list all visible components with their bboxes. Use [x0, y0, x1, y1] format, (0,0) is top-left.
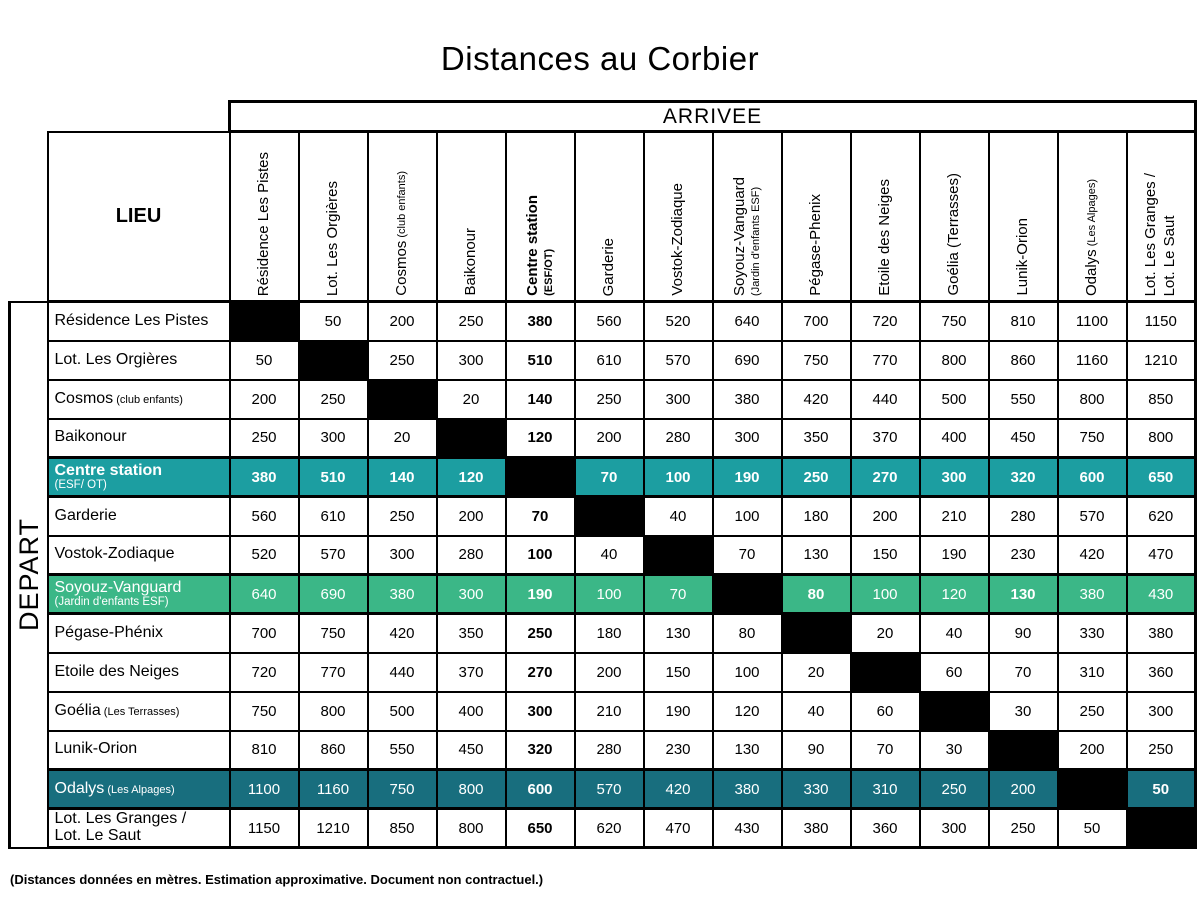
column-header: Garderie	[575, 132, 644, 302]
distance-cell: 560	[575, 302, 644, 341]
lieu-header: LIEU	[48, 132, 230, 302]
column-header: Cosmos (club enfants)	[368, 132, 437, 302]
distance-cell: 370	[437, 653, 506, 692]
distance-cell: 120	[437, 458, 506, 497]
distance-cell: 190	[920, 536, 989, 575]
diagonal-cell	[1127, 809, 1196, 848]
distance-cell: 250	[437, 302, 506, 341]
distance-cell: 210	[920, 497, 989, 536]
distance-cell: 90	[989, 614, 1058, 653]
table-row	[10, 653, 1196, 692]
distance-cell: 120	[713, 692, 782, 731]
diagonal-cell	[989, 731, 1058, 770]
distance-cell: 380	[230, 458, 299, 497]
distance-cell: 720	[230, 653, 299, 692]
distance-cell: 640	[230, 575, 299, 614]
diagonal-cell	[920, 692, 989, 731]
row-label: Goélia (Les Terrasses)	[48, 692, 230, 731]
distance-cell: 620	[1127, 497, 1196, 536]
distance-cell: 200	[437, 497, 506, 536]
diagonal-cell	[713, 575, 782, 614]
table-row	[10, 536, 1196, 575]
column-header: Etoile des Neiges	[851, 132, 920, 302]
distance-cell: 450	[989, 419, 1058, 458]
distance-cell: 200	[575, 653, 644, 692]
distance-cell: 310	[1058, 653, 1127, 692]
distance-cell: 800	[920, 341, 989, 380]
distance-cell: 200	[230, 380, 299, 419]
distance-cell: 640	[713, 302, 782, 341]
distance-cell: 100	[851, 575, 920, 614]
distance-cell: 280	[575, 731, 644, 770]
distance-cell: 190	[644, 692, 713, 731]
distance-cell: 100	[713, 653, 782, 692]
distance-cell: 130	[713, 731, 782, 770]
distance-cell: 1210	[299, 809, 368, 848]
diagonal-cell	[368, 380, 437, 419]
row-label: Baikonour	[48, 419, 230, 458]
distance-cell: 700	[782, 302, 851, 341]
distance-cell: 40	[644, 497, 713, 536]
distance-cell: 300	[920, 458, 989, 497]
distance-cell: 100	[644, 458, 713, 497]
distance-cell: 280	[644, 419, 713, 458]
column-header: Centre station (ESF/OT)	[506, 132, 575, 302]
distance-cell: 230	[644, 731, 713, 770]
distance-cell: 420	[644, 770, 713, 809]
distance-cell: 600	[506, 770, 575, 809]
arrivee-band	[10, 102, 1196, 132]
distance-cell: 1150	[1127, 302, 1196, 341]
distance-cell: 250	[506, 614, 575, 653]
distance-cell: 850	[368, 809, 437, 848]
distance-cell: 30	[920, 731, 989, 770]
column-header: Soyouz-Vanguard (Jardin d'enfants ESF)	[713, 132, 782, 302]
distance-cell: 1150	[230, 809, 299, 848]
distance-matrix-table	[8, 100, 1197, 849]
distance-cell: 360	[1127, 653, 1196, 692]
distance-cell: 550	[989, 380, 1058, 419]
distance-cell: 800	[299, 692, 368, 731]
distance-cell: 70	[713, 536, 782, 575]
distance-cell: 200	[851, 497, 920, 536]
distance-cell: 860	[299, 731, 368, 770]
distance-cell: 70	[506, 497, 575, 536]
column-header: Lot. Les Granges / Lot. Le Saut	[1127, 132, 1196, 302]
distance-cell: 300	[368, 536, 437, 575]
distance-cell: 100	[713, 497, 782, 536]
distance-cell: 60	[920, 653, 989, 692]
column-header: Odalys (Les Alpages)	[1058, 132, 1127, 302]
distance-cell: 250	[230, 419, 299, 458]
diagonal-cell	[575, 497, 644, 536]
table-row	[10, 809, 1196, 848]
distance-cell: 380	[1127, 614, 1196, 653]
distance-cell: 550	[368, 731, 437, 770]
distance-cell: 650	[1127, 458, 1196, 497]
column-header: Résidence Les Pistes	[230, 132, 299, 302]
distance-cell: 720	[851, 302, 920, 341]
row-label: Pégase-Phénix	[48, 614, 230, 653]
distance-cell: 250	[989, 809, 1058, 848]
distance-cell: 800	[437, 809, 506, 848]
distance-cell: 360	[851, 809, 920, 848]
distance-cell: 250	[299, 380, 368, 419]
distance-cell: 70	[989, 653, 1058, 692]
distance-cell: 180	[575, 614, 644, 653]
distance-cell: 20	[782, 653, 851, 692]
distance-cell: 200	[575, 419, 644, 458]
distance-cell: 250	[368, 497, 437, 536]
distance-cell: 300	[713, 419, 782, 458]
distance-cell: 270	[851, 458, 920, 497]
distance-cell: 860	[989, 341, 1058, 380]
distance-cell: 50	[299, 302, 368, 341]
distance-cell: 810	[989, 302, 1058, 341]
row-label: Centre station (ESF/ OT)	[48, 458, 230, 497]
distance-cell: 600	[1058, 458, 1127, 497]
column-header: Vostok-Zodiaque	[644, 132, 713, 302]
distance-cell: 50	[1127, 770, 1196, 809]
distance-cell: 570	[644, 341, 713, 380]
distance-cell: 310	[851, 770, 920, 809]
diagonal-cell	[230, 302, 299, 341]
distance-cell: 1160	[299, 770, 368, 809]
distance-cell: 690	[299, 575, 368, 614]
diagonal-cell	[437, 419, 506, 458]
distance-cell: 250	[368, 341, 437, 380]
distance-cell: 400	[920, 419, 989, 458]
distance-cell: 380	[368, 575, 437, 614]
distance-cell: 690	[713, 341, 782, 380]
distance-cell: 50	[1058, 809, 1127, 848]
distance-cell: 140	[506, 380, 575, 419]
distance-cell: 300	[437, 341, 506, 380]
distance-cell: 350	[437, 614, 506, 653]
distance-cell: 520	[644, 302, 713, 341]
diagonal-cell	[782, 614, 851, 653]
distance-cell: 250	[920, 770, 989, 809]
distance-cell: 250	[782, 458, 851, 497]
distance-cell: 750	[299, 614, 368, 653]
distance-cell: 470	[644, 809, 713, 848]
page-title: Distances au Corbier	[440, 40, 760, 77]
distance-cell: 120	[920, 575, 989, 614]
distance-cell: 1100	[1058, 302, 1127, 341]
distance-cell: 450	[437, 731, 506, 770]
distance-cell: 250	[1058, 692, 1127, 731]
distance-cell: 300	[1127, 692, 1196, 731]
distance-cell: 800	[1058, 380, 1127, 419]
row-label: Soyouz-Vanguard (Jardin d'enfants ESF)	[48, 575, 230, 614]
distance-cell: 200	[368, 302, 437, 341]
distance-cell: 70	[851, 731, 920, 770]
distance-cell: 1210	[1127, 341, 1196, 380]
diagonal-cell	[299, 341, 368, 380]
distance-cell: 20	[437, 380, 506, 419]
distance-cell: 380	[713, 380, 782, 419]
row-label: Lot. Les Orgières	[48, 341, 230, 380]
distance-cell: 380	[782, 809, 851, 848]
distance-cell: 850	[1127, 380, 1196, 419]
distance-cell: 430	[713, 809, 782, 848]
distance-cell: 770	[299, 653, 368, 692]
distance-cell: 40	[920, 614, 989, 653]
row-label: Odalys (Les Alpages)	[48, 770, 230, 809]
distance-cell: 300	[506, 692, 575, 731]
distance-cell: 60	[851, 692, 920, 731]
distance-cell: 270	[506, 653, 575, 692]
column-header: Goélia (Terrasses)	[920, 132, 989, 302]
distance-cell: 610	[575, 341, 644, 380]
row-label: Etoile des Neiges	[48, 653, 230, 692]
distance-cell: 300	[437, 575, 506, 614]
distance-cell: 330	[782, 770, 851, 809]
distance-cell: 430	[1127, 575, 1196, 614]
distance-cell: 130	[782, 536, 851, 575]
distance-cell: 230	[989, 536, 1058, 575]
distance-cell: 350	[782, 419, 851, 458]
diagonal-cell	[1058, 770, 1127, 809]
distance-cell: 100	[506, 536, 575, 575]
distance-cell: 420	[782, 380, 851, 419]
distance-cell: 280	[437, 536, 506, 575]
distance-cell: 320	[506, 731, 575, 770]
distance-cell: 200	[1058, 731, 1127, 770]
distance-cell: 50	[230, 341, 299, 380]
distance-cell: 300	[644, 380, 713, 419]
table-row	[10, 614, 1196, 653]
distance-cell: 80	[782, 575, 851, 614]
row-label: Cosmos (club enfants)	[48, 380, 230, 419]
corner-spacer	[10, 102, 230, 132]
distance-cell: 380	[713, 770, 782, 809]
row-label: Vostok-Zodiaque	[48, 536, 230, 575]
distance-cell: 150	[644, 653, 713, 692]
distance-cell: 440	[368, 653, 437, 692]
distance-cell: 20	[851, 614, 920, 653]
distance-cell: 650	[506, 809, 575, 848]
distance-cell: 190	[506, 575, 575, 614]
distance-cell: 800	[1127, 419, 1196, 458]
distance-cell: 90	[782, 731, 851, 770]
distance-cell: 130	[644, 614, 713, 653]
distance-cell: 300	[299, 419, 368, 458]
distance-cell: 280	[989, 497, 1058, 536]
distance-cell: 440	[851, 380, 920, 419]
distance-cell: 150	[851, 536, 920, 575]
table-row	[10, 770, 1196, 809]
distance-cell: 380	[1058, 575, 1127, 614]
distance-cell: 130	[989, 575, 1058, 614]
column-header: Baikonour	[437, 132, 506, 302]
distance-cell: 370	[851, 419, 920, 458]
distance-cell: 770	[851, 341, 920, 380]
distance-cell: 100	[575, 575, 644, 614]
diagonal-cell	[851, 653, 920, 692]
arrivee-axis-label: ARRIVEE	[230, 102, 1196, 132]
distance-cell: 750	[782, 341, 851, 380]
distance-cell: 250	[575, 380, 644, 419]
distance-cell: 750	[920, 302, 989, 341]
corner-spacer	[10, 132, 48, 302]
distance-cell: 570	[575, 770, 644, 809]
column-header-row	[10, 132, 1196, 302]
distance-cell: 190	[713, 458, 782, 497]
distance-cell: 510	[299, 458, 368, 497]
distance-cell: 380	[506, 302, 575, 341]
table-row	[10, 458, 1196, 497]
distance-cell: 210	[575, 692, 644, 731]
distance-cell: 620	[575, 809, 644, 848]
distance-cell: 610	[299, 497, 368, 536]
distance-cell: 520	[230, 536, 299, 575]
distance-cell: 800	[437, 770, 506, 809]
distance-cell: 470	[1127, 536, 1196, 575]
row-label: Lunik-Orion	[48, 731, 230, 770]
diagonal-cell	[506, 458, 575, 497]
distance-cell: 70	[644, 575, 713, 614]
distance-cell: 320	[989, 458, 1058, 497]
distance-cell: 560	[230, 497, 299, 536]
distance-cell: 80	[713, 614, 782, 653]
distance-cell: 200	[989, 770, 1058, 809]
table-row	[10, 497, 1196, 536]
distance-cell: 570	[1058, 497, 1127, 536]
distance-cell: 750	[368, 770, 437, 809]
distance-cell: 180	[782, 497, 851, 536]
column-header: Lunik-Orion	[989, 132, 1058, 302]
table-row	[10, 419, 1196, 458]
distance-cell: 420	[1058, 536, 1127, 575]
table-row	[10, 341, 1196, 380]
distance-cell: 1160	[1058, 341, 1127, 380]
distance-cell: 330	[1058, 614, 1127, 653]
column-header: Pégase-Phenix	[782, 132, 851, 302]
table-row	[10, 692, 1196, 731]
table-row	[10, 302, 1196, 341]
distance-cell: 500	[368, 692, 437, 731]
distance-cell: 750	[1058, 419, 1127, 458]
distance-cell: 1100	[230, 770, 299, 809]
distance-cell: 570	[299, 536, 368, 575]
table-row	[10, 575, 1196, 614]
distance-cell: 300	[920, 809, 989, 848]
distance-cell: 420	[368, 614, 437, 653]
distance-cell: 70	[575, 458, 644, 497]
distance-cell: 500	[920, 380, 989, 419]
row-label: Garderie	[48, 497, 230, 536]
table-row	[10, 731, 1196, 770]
distance-cell: 700	[230, 614, 299, 653]
distance-cell: 140	[368, 458, 437, 497]
distance-cell: 810	[230, 731, 299, 770]
distance-cell: 120	[506, 419, 575, 458]
distance-cell: 30	[989, 692, 1058, 731]
distance-cell: 40	[575, 536, 644, 575]
distance-cell: 20	[368, 419, 437, 458]
row-label: Lot. Les Granges / Lot. Le Saut	[48, 809, 230, 848]
row-label: Résidence Les Pistes	[48, 302, 230, 341]
footnote: (Distances données en mètres. Estimation approximative. Document non contractuel.)	[10, 872, 544, 887]
distance-cell: 400	[437, 692, 506, 731]
distance-cell: 750	[230, 692, 299, 731]
distance-cell: 250	[1127, 731, 1196, 770]
depart-axis-label: DEPART	[10, 302, 48, 848]
column-header: Lot. Les Orgières	[299, 132, 368, 302]
distance-cell: 510	[506, 341, 575, 380]
diagonal-cell	[644, 536, 713, 575]
distance-cell: 40	[782, 692, 851, 731]
table-row	[10, 380, 1196, 419]
